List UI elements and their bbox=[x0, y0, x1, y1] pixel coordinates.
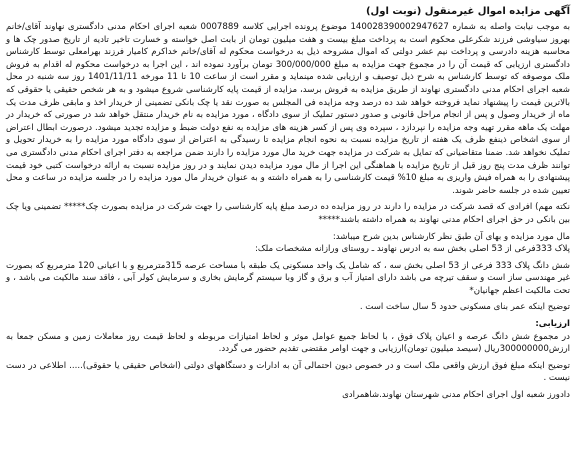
property-description: شش دانگ پلاک 333 فرعی از 53 اصلی بخش سه ، که شامل یک واحد مسکونی یک طبقه با مساحت عرصه 315مترمربع و با اعیانی 120 مترمربع که بصورت غیر مهندسی ساز است و سقف تیرچه می باشد دارای امتیاز آب و برق و گاز وبا سیستم گرمایش بخاری و سرمایش کولر آبی ، فاقد سند مالکیت می باشد ، و تحت مالکیت اعظم جهانیان* bbox=[6, 260, 570, 296]
property-intro: مال مورد مزایده و بهای آن طبق نظر کارشناس بدین شرح میباشد: bbox=[332, 231, 570, 242]
valuation-heading: ارزیابی: bbox=[535, 319, 570, 330]
debts-explanation: توضیح اینکه مبلغ فوق ارزش واقعی ملک است و در خصوص دیون احتمالی آن به ادارات و دستگاههای دولتی (اشخاص حقیقی یا حقوقی)..... اطلاعی در دست نیست . bbox=[6, 360, 570, 384]
notice-title: آگهی مزایده اموال غیرمنقول (نوبت اول) bbox=[365, 6, 570, 17]
important-note: نکته مهم) افرادی که قصد شرکت در مزایده را دارند در روز مزایده ده درصد مبلغ پایه کارشناسی را جهت شرکت در مزایده بصورت چک***** تضمینی ویا چک بین بانکی در حق اجرای احکام مدنی نهاوند به همراه داشته باشند***** bbox=[6, 202, 570, 225]
notice-intro-paragraph: به موجب نیابت واصله به شماره 140028390002947627 موضوع پرونده اجرایی کلاسه 0007889 شعبه اجرای احکام مدنی دادگستری نهاوند آقای/خانم بهروز سیاوشی فرزند شکرعلی محکوم است به پرداخت مبلغ بیست و هفت میلیون تومان از بابت اصل خواسته و خسارت تاخیر تادیه از تاریخ صدور چک ها و محاسبه هزینه دادرسی و پرداخت نیم عشر دولتی که اموال مشروحه ذیل به درخواست محکوم له آقای/خانم خداکرم کامیار فرزند بهرامعلی توسط کارشناس دادگستری ارزیابی که قیمت آن را در مجموع جهت مزایده به مبلغ 300/000/000 تومان برآورد نموده اند ، این اجرا به درخواست محکوم له اقدام به فروش ملک موصوفه که توسط کارشناس به شرح ذیل توصیف و ارزیابی شده مینماید و مقرر است از ساعت 10 تا 11 مورخه 1401/11/11 روز سه شنبه در محل شعبه اجرای احکام مدنی دادگستری نهاوند از طریق مزایده به فروش برسد، مزایده از قیمت پایه کارشناسی شروع میشود و به هر شخص حقیقی یا حقوقی که بالاترین قیمت را پیشنهاد نماید فروخته خواهد شد ده درصد وجه مزایده فی المجلس به صورت نقد یا چک بانکی تضمینی از خریدار اخذ و مابقی ظرف مدت یک ماه از خریدار وصول و پس از انجام مراحل قانونی و صدور دستور تملیک از سوی دادگاه ، مورد مزایده به نام خریدار منتقل خواهد شد در صورتی که خریدار در مهلت یک ماهه مقرر تهیه وجه مزایده را نپردازد ، سپرده وی پس از کسر هزینه های مزایده به نفع دولت ضبط و مزایده تجدید میشود. درصورت ابطال اعتراض از سوی اشخاص ذینفع ظرف یک هفته از تاریخ مزایده نسبت به نحوه انجام مزایده تا رسیدگی به اعتراض از سوی دادگاه مورد مزایده را به خریدار تحویل و تملیک نخواهد شد. ضمنا متقاضیانی که تمایل به شرکت در مزایده جهت خرید مال مورد مزایده را دارند ضمن مراجعه به دفتر اجرای احکام مدنی دادگستری می توانند ظرف مدت پنج روز قبل از تاریخ مزایده با هماهنگی این اجرا از مال مورد مزایده دیدن نمایند و در روز مزایده نسبت به ارائه درخواست کتبی خود قیمت پیشنهادی را به همراه فیش واریزی به مبلغ 10% قیمت کارشناسی را به همراه داشته و به عنوان خریدار مال مورد مزایده را در جلسه مزایده در ساعت و محل تعیین شده در جلسه حاضر شوند. bbox=[6, 22, 571, 196]
signature-line: دادورز شعبه اول اجرای احکام مدنی شهرستان نهاوند.شاهمرادی bbox=[342, 390, 570, 401]
valuation-paragraph: در مجموع شش دانگ عرصه و اعیان پلاک فوق ، با لحاظ جمیع عوامل موثر و لحاظ امتیازات مربوطه و لحاظ قیمت روز معاملات زمین و مسکن جمعا به ارزش300000000ریال (سیصد میلیون تومان)ارزیابی و جهت اوامر مقتضی تقدیم حضور می گردد. bbox=[6, 331, 570, 355]
plot-line: پلاک 333فرعی از 53 اصلی بخش سه به ادرس نهاوند ـ روستای ورازانه مشخصات ملک: bbox=[255, 244, 570, 255]
building-age: توضیح اینکه عمر بنای مسکونی حدود 5 سال ساخت است . bbox=[359, 302, 570, 313]
